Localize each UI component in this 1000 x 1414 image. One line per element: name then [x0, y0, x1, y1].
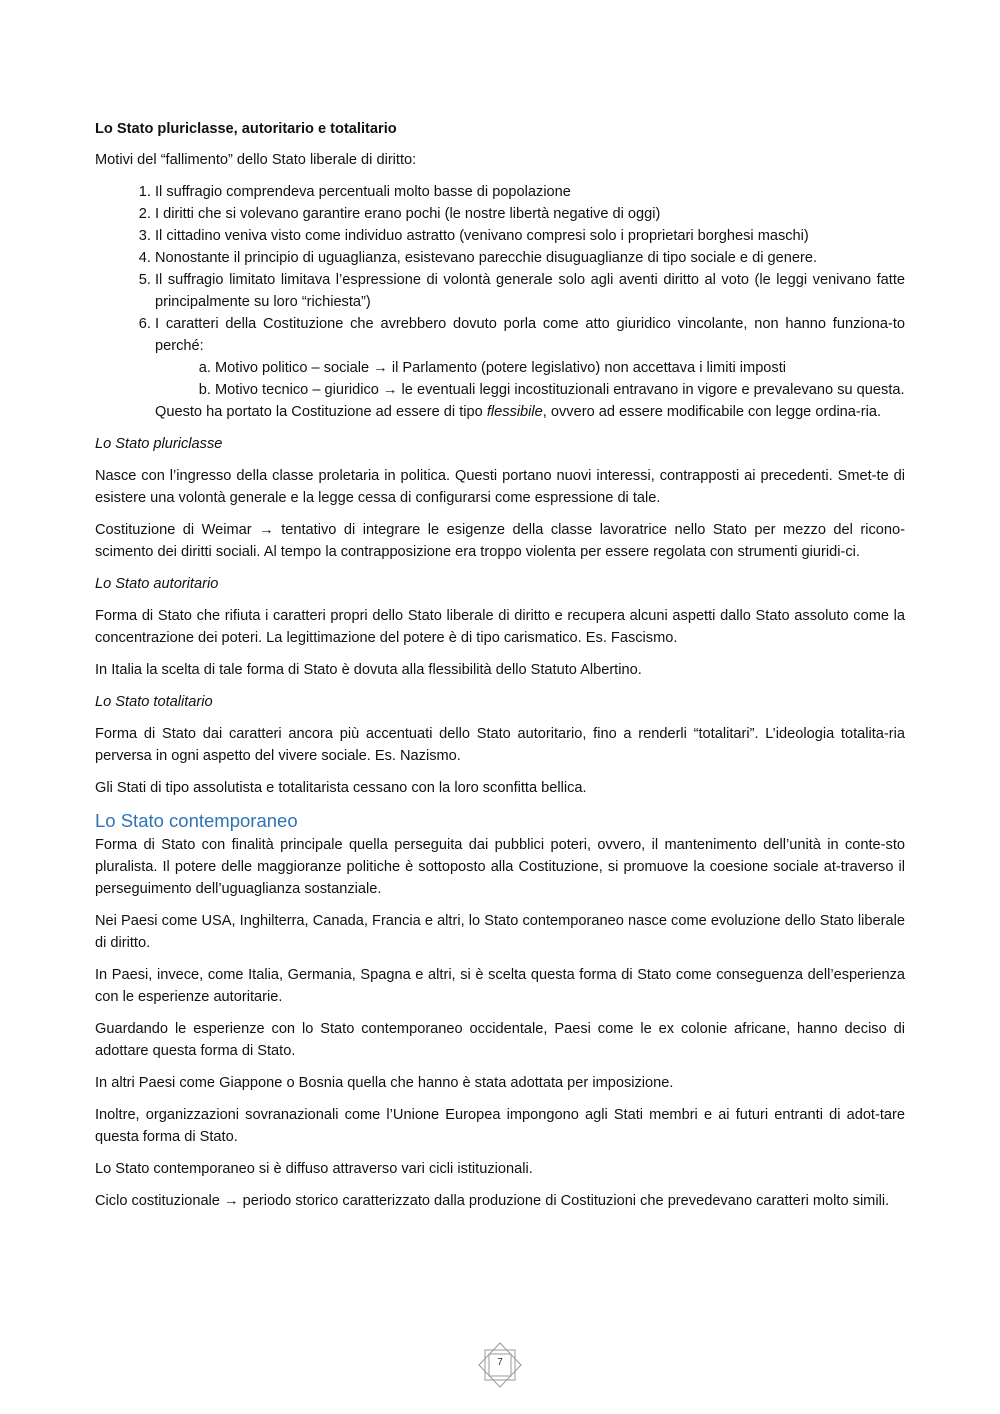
- list-item: a. Motivo politico – sociale → il Parlamento (potere legislativo) non accettava i limiti imposti: [215, 357, 905, 379]
- page-footer: [475, 1342, 525, 1388]
- note-text: , ovvero ad essere modificabile con legge ordina-ria.: [542, 404, 882, 420]
- list-item: 1. Il suffragio comprendeva percentuali molto basse di popolazione: [155, 181, 905, 203]
- paragraph: Costituzione di Weimar → tentativo di integrare le esigenze della classe lavoratrice nello Stato per mezzo del ricono-scimento dei diritti sociali. Al tempo la contrapposizione era troppo violenta per essere regolata con strumenti giuridi-ci.: [95, 522, 905, 560]
- list-item: 3. Il cittadino veniva visto come individuo astratto (venivano compresi solo i proprietari borghesi maschi): [155, 225, 905, 247]
- page-content: [95, 118, 905, 1222]
- paragraph: In Paesi, invece, come Italia, Germania, Spagna e altri, si è scelta questa forma di Stato come conseguenza dell’esperienza con le esperienze autoritarie.: [95, 967, 905, 1005]
- paragraph: Ciclo costituzionale → periodo storico caratterizzato dalla produzione di Costituzioni che prevedevano caratteri molto simili.: [95, 1193, 890, 1209]
- list-item-text: I caratteri della Costituzione che avrebbero dovuto porla come atto giuridico vincolante, non hanno funziona-to perché:: [155, 316, 905, 354]
- paragraph: Forma di Stato con finalità principale quella perseguita dai pubblici poteri, ovvero, il mantenimento dell’unità in conte-sto pluralista. Il potere delle maggioranze politiche è sottoposto alla Costituzione, si promuove la coesione sociale at-traverso il perseguimento dell’uguaglianza sostanziale.: [95, 837, 905, 897]
- note-emphasis: flessibile: [486, 404, 543, 420]
- paragraph: Forma di Stato che rifiuta i caratteri propri dello Stato liberale di diritto e recupera alcuni aspetti dallo Stato assoluto come la concentrazione dei poteri. La legittimazione del potere è di tipo carismatico. Es. Fascismo.: [95, 608, 905, 646]
- reasons-list: [95, 181, 905, 423]
- section-title: Lo Stato contemporaneo: [95, 810, 298, 831]
- paragraph: In altri Paesi come Giappone o Bosnia quella che hanno è stata adottata per imposizione.: [95, 1075, 674, 1091]
- paragraph: Lo Stato contemporaneo si è diffuso attraverso vari cicli istituzionali.: [95, 1161, 533, 1177]
- list-item: b. Motivo tecnico – giuridico → le eventuali leggi incostituzionali entravano in vigore e prevalevano su questa.: [215, 379, 905, 401]
- note-text: Questo ha portato la Costituzione ad essere di tipo: [155, 404, 487, 420]
- paragraph: Gli Stati di tipo assolutista e totalitarista cessano con la loro sconfitta bellica.: [95, 780, 587, 796]
- list-item: 2. I diritti che si volevano garantire erano pochi (le nostre libertà negative di oggi): [155, 203, 905, 225]
- paragraph: Guardando le esperienze con lo Stato contemporaneo occidentale, Paesi come le ex colonie africane, hanno deciso di adottare questa forma di Stato.: [95, 1021, 905, 1059]
- flexible-note: [155, 401, 905, 423]
- section-heading: Lo Stato pluriclasse, autoritario e totalitario: [95, 121, 397, 137]
- paragraph: Forma di Stato dai caratteri ancora più accentuati dello Stato autoritario, fino a renderli “totalitari”. L’ideologia totalita-ria perversa in ogni aspetto del vivere sociale. Es. Nazismo.: [95, 726, 905, 764]
- paragraph: In Italia la scelta di tale forma di Stato è dovuta alla flessibilità dello Statuto Albertino.: [95, 662, 642, 678]
- sub-reasons-list: [155, 357, 905, 401]
- subsection-title: Lo Stato autoritario: [95, 576, 219, 592]
- page-number: 7: [497, 1357, 503, 1368]
- paragraph: Nei Paesi come USA, Inghilterra, Canada, Francia e altri, lo Stato contemporaneo nasce come evoluzione dello Stato liberale di diritto.: [95, 913, 905, 951]
- paragraph: Inoltre, organizzazioni sovranazionali come l’Unione Europea impongono agli Stati membri e ai futuri entranti di adot-tare questa forma di Stato.: [95, 1107, 905, 1145]
- intro-text: Motivi del “fallimento” dello Stato liberale di diritto:: [95, 152, 417, 168]
- subsection-title: Lo Stato pluriclasse: [95, 436, 223, 452]
- list-item: 5. Il suffragio limitato limitava l’espressione di volontà generale solo agli aventi diritto al voto (le leggi venivano fatte principalmente su loro “richiesta”): [155, 269, 905, 313]
- list-item: 4. Nonostante il principio di uguaglianza, esistevano parecchie disuguaglianze di tipo sociale e di genere.: [155, 247, 905, 269]
- paragraph: Nasce con l’ingresso della classe proletaria in politica. Questi portano nuovi interessi, contrapposti ai precedenti. Smet-te di esistere una volontà generale e la legge cessa di configurarsi come espressione di tale.: [95, 468, 905, 506]
- subsection-title: Lo Stato totalitario: [95, 694, 213, 710]
- list-item: [155, 313, 905, 423]
